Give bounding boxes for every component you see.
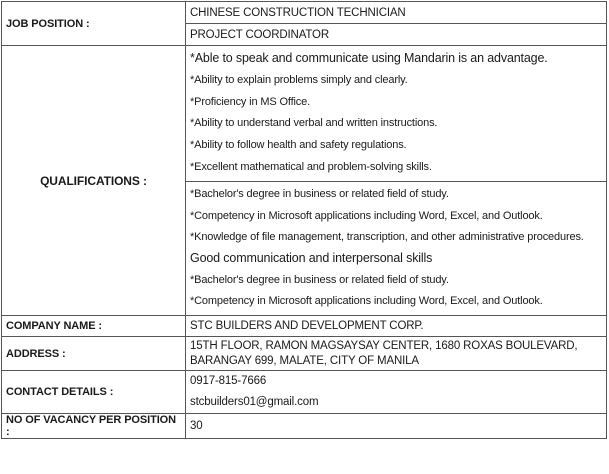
qualification-item: *Bachelor's degree in business or related field of study.: [190, 187, 449, 200]
qualification-item: *Competency in Microsoft applications including Word, Excel, and Outlook.: [190, 295, 543, 308]
address-cell: [186, 337, 607, 371]
qualification-item: *Ability to explain problems simply and clearly.: [190, 73, 408, 86]
qualification-item: *Excellent mathematical and problem-solving skills.: [190, 160, 432, 173]
qualification-item: *Proficiency in MS Office.: [190, 95, 310, 108]
company-label: COMPANY NAME :: [2, 316, 186, 337]
vacancy-label: NO OF VACANCY PER POSITION :: [2, 414, 186, 439]
job-position-value-1: CHINESE CONSTRUCTION TECHNICIAN: [186, 2, 607, 24]
job-position-row-1: [2, 2, 607, 24]
qualification-item: *Able to speak and communicate using Mandarin is an advantage.: [190, 51, 548, 65]
vacancy-value: 30: [186, 414, 607, 439]
job-posting-table: [1, 1, 607, 439]
contact-cell: [186, 371, 607, 414]
qualification-item: *Bachelor's degree in business or related field of study.: [190, 273, 449, 286]
company-value: STC BUILDERS AND DEVELOPMENT CORP.: [186, 316, 607, 337]
address-row: [2, 337, 607, 371]
address-value: 15TH FLOOR, RAMON MAGSAYSAY CENTER, 1680 ROXAS BOULEVARD, BARANGAY 699, MALATE, CITY OF MANILA: [190, 340, 578, 367]
qualification-item: *Knowledge of file management, transcription, and other administrative procedures.: [190, 231, 584, 244]
address-label: ADDRESS :: [2, 337, 186, 371]
qualification-item: *Ability to follow health and safety regulations.: [190, 139, 407, 152]
vacancy-row: [2, 414, 607, 439]
job-position-label: JOB POSITION :: [2, 2, 186, 46]
contact-email: stcbuilders01@gmail.com: [190, 396, 319, 409]
contact-label: CONTACT DETAILS :: [2, 371, 186, 414]
job-position-value-2: PROJECT COORDINATOR: [186, 24, 607, 46]
qualification-item: *Competency in Microsoft applications including Word, Excel, and Outlook.: [190, 209, 543, 222]
qualification-item: Good communication and interpersonal skills: [190, 250, 433, 265]
qualifications-row-1: [2, 46, 607, 182]
company-row: [2, 316, 607, 337]
qualifications-group-1: [186, 46, 607, 182]
contact-row: [2, 371, 607, 414]
qualifications-label: QUALIFICATIONS :: [2, 46, 186, 316]
qualifications-group-2: [186, 181, 607, 315]
qualification-item: *Ability to understand verbal and written instructions.: [190, 117, 438, 130]
contact-phone: 0917-815-7666: [190, 375, 267, 388]
